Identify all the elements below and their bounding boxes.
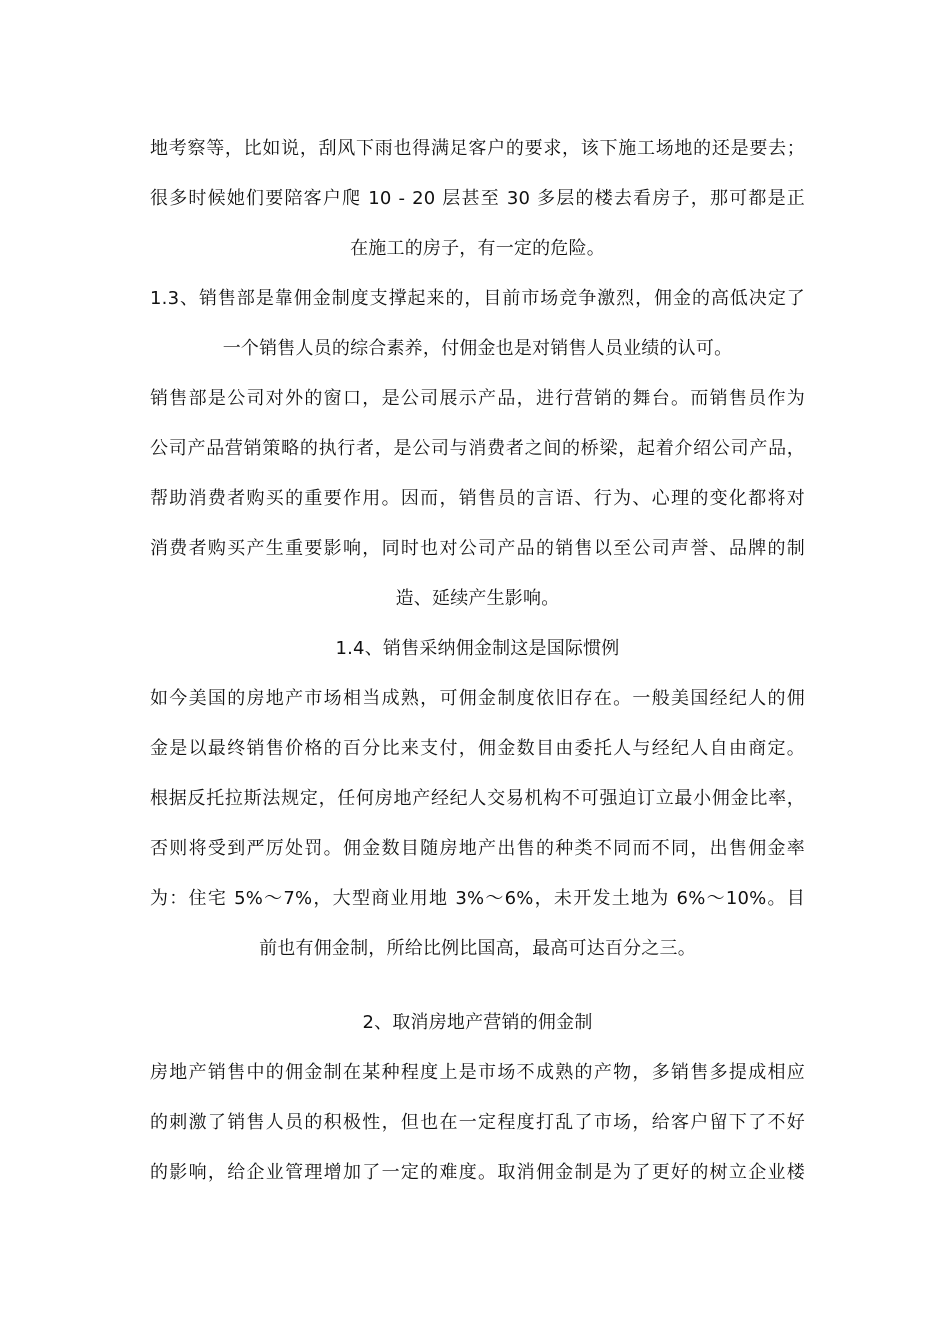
paragraph-line: 地考察等，比如说，刮风下雨也得满足客户的要求，该下施工场地的还是要去； xyxy=(150,138,805,159)
paragraph-line: 销售部是公司对外的窗口，是公司展示产品，进行营销的舞台。而销售员作为 xyxy=(150,388,805,409)
paragraph-line: 否则将受到严厉处罚。佣金数目随房地产出售的种类不同而不同，出售佣金率 xyxy=(150,838,805,859)
paragraph-line: 如今美国的房地产市场相当成熟，可佣金制度依旧存在。一般美国经纪人的佣 xyxy=(150,688,805,709)
paragraph-line: 的影响，给企业管理增加了一定的难度。取消佣金制是为了更好的树立企业楼 xyxy=(150,1162,805,1183)
paragraph-line: 为：住宅 5%～7%，大型商业用地 3%～6%，未开发土地为 6%～10%。目 xyxy=(150,888,805,909)
paragraph-line: 房地产销售中的佣金制在某种程度上是市场不成熟的产物，多销售多提成相应 xyxy=(150,1062,805,1083)
section-heading: 1.4、销售采纳佣金制这是国际惯例 xyxy=(335,638,620,659)
paragraph-line: 金是以最终销售价格的百分比来支付，佣金数目由委托人与经纪人自由商定。 xyxy=(150,738,805,759)
paragraph-line: 造、延续产生影响。 xyxy=(395,588,560,609)
paragraph-line: 在施工的房子，有一定的危险。 xyxy=(350,238,605,259)
paragraph-line: 根据反托拉斯法规定，任何房地产经纪人交易机构不可强迫订立最小佣金比率， xyxy=(150,788,805,809)
paragraph-line: 的刺激了销售人员的积极性，但也在一定程度打乱了市场，给客户留下了不好 xyxy=(150,1112,805,1133)
section-heading: 2、取消房地产营销的佣金制 xyxy=(362,1012,593,1033)
paragraph-line: 1.3、销售部是靠佣金制度支撑起来的，目前市场竞争激烈，佣金的高低决定了 xyxy=(150,288,805,309)
paragraph-line: 很多时候她们要陪客户爬 10 - 20 层甚至 30 多层的楼去看房子，那可都是正 xyxy=(150,188,805,209)
paragraph-line: 前也有佣金制，所给比例比国高，最高可达百分之三。 xyxy=(259,938,696,959)
paragraph-line: 帮助消费者购买的重要作用。因而，销售员的言语、行为、心理的变化都将对 xyxy=(150,488,805,509)
paragraph-line: 一个销售人员的综合素养，付佣金也是对销售人员业绩的认可。 xyxy=(222,338,733,359)
paragraph-line: 公司产品营销策略的执行者，是公司与消费者之间的桥梁，起着介绍公司产品， xyxy=(150,438,805,459)
paragraph-line: 消费者购买产生重要影响，同时也对公司产品的销售以至公司声誉、品牌的制 xyxy=(150,538,805,559)
